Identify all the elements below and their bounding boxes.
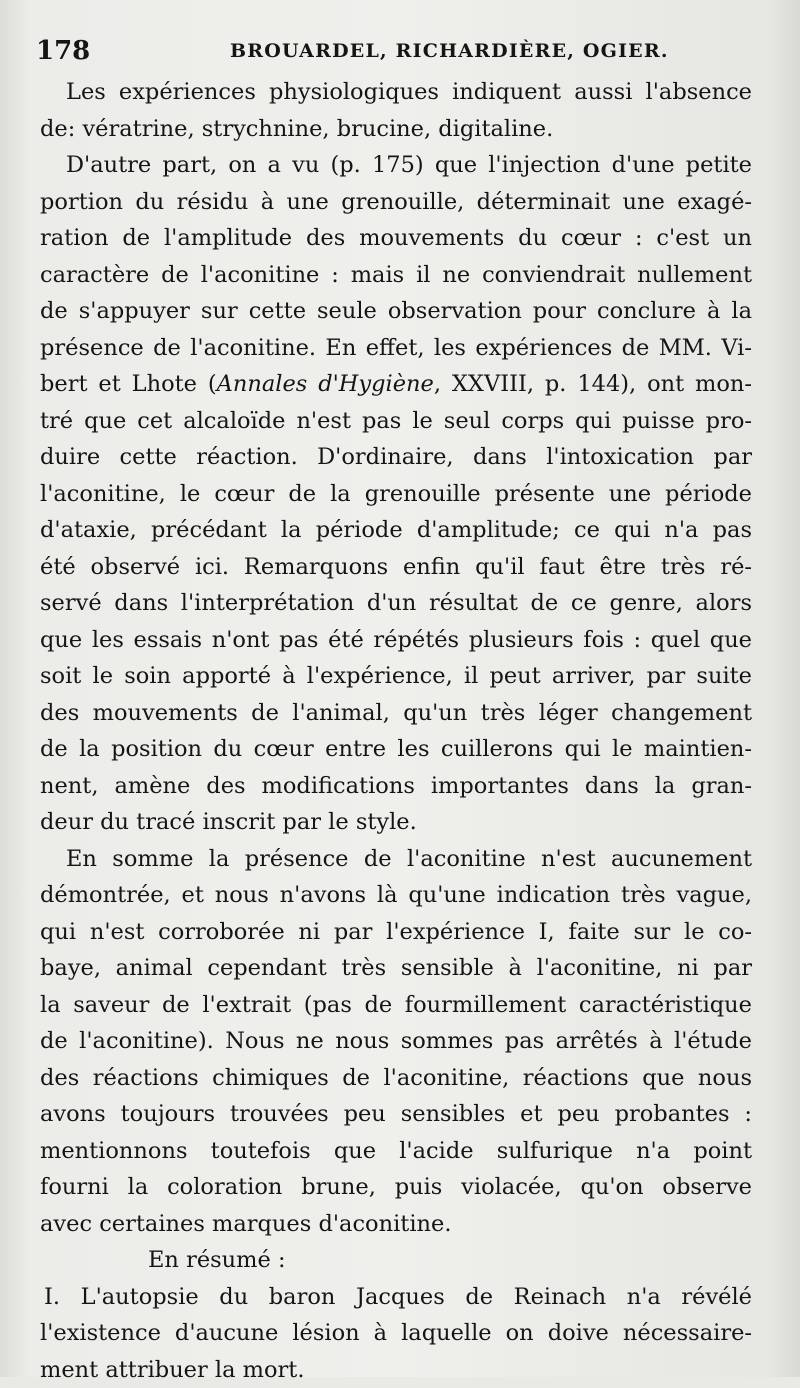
text-line: l'existence d'aucune lésion à laquelle on doive nécessaire- xyxy=(40,1315,752,1352)
text-line: ment attribuer la mort. xyxy=(40,1352,752,1388)
text-line: d'ataxie, précédant la période d'amplitude; ce qui n'a pas xyxy=(40,512,752,549)
text-line: mentionnons toutefois que l'acide sulfurique n'a point xyxy=(40,1133,752,1170)
summary-heading: En résumé : xyxy=(40,1242,752,1279)
text-line: soit le soin apporté à l'expérience, il peut arriver, par suite xyxy=(40,658,752,695)
text-line: de la position du cœur entre les cuillerons qui le maintien- xyxy=(40,731,752,768)
text-line: des mouvements de l'animal, qu'un très léger changement xyxy=(40,695,752,732)
running-head-title: BROUARDEL, RICHARDIÈRE, OGIER. xyxy=(230,40,669,62)
text-line: nent, amène des modifications importantes dans la gran- xyxy=(40,768,752,805)
text-line: été observé ici. Remarquons enfin qu'il faut être très ré- xyxy=(40,549,752,586)
text-line: I. L'autopsie du baron Jacques de Reinach n'a révélé xyxy=(40,1279,752,1316)
text-line: caractère de l'aconitine : mais il ne conviendrait nullement xyxy=(40,257,752,294)
text-line: fourni la coloration brune, puis violacée, qu'on observe xyxy=(40,1169,752,1206)
text-line: la saveur de l'extrait (pas de fourmillement caractéristique xyxy=(40,987,752,1024)
text-line: avons toujours trouvées peu sensibles et peu probantes : xyxy=(40,1096,752,1133)
body-text xyxy=(40,74,752,1388)
text-line: avec certaines marques d'aconitine. xyxy=(40,1206,752,1243)
text-line: Les expériences physiologiques indiquent aussi l'absence xyxy=(40,74,752,111)
text-line: de s'appuyer sur cette seule observation pour conclure à la xyxy=(40,293,752,330)
text-line-with-citation xyxy=(40,366,752,403)
text-line: tré que cet alcaloïde n'est pas le seul corps qui puisse pro- xyxy=(40,403,752,440)
text-line: En somme la présence de l'aconitine n'est aucunement xyxy=(40,841,752,878)
text-line: D'autre part, on a vu (p. 175) que l'injection d'une petite xyxy=(40,147,752,184)
text-line: présence de l'aconitine. En effet, les expériences de MM. Vi- xyxy=(40,330,752,367)
text-line: l'aconitine, le cœur de la grenouille présente une période xyxy=(40,476,752,513)
text-line: de: vératrine, strychnine, brucine, digitaline. xyxy=(40,111,752,148)
journal-title-italic: Annales d'Hygiène xyxy=(217,371,434,397)
text-line: des réactions chimiques de l'aconitine, réactions que nous xyxy=(40,1060,752,1097)
text-segment: , XXVIII, p. 144), ont mon- xyxy=(434,371,752,397)
text-line: deur du tracé inscrit par le style. xyxy=(40,804,752,841)
text-line: démontrée, et nous n'avons là qu'une indication très vague, xyxy=(40,877,752,914)
text-line: qui n'est corroborée ni par l'expérience I, faite sur le co- xyxy=(40,914,752,951)
text-line: ration de l'amplitude des mouvements du cœur : c'est un xyxy=(40,220,752,257)
text-line: de l'aconitine). Nous ne nous sommes pas arrêtés à l'étude xyxy=(40,1023,752,1060)
text-line: que les essais n'ont pas été répétés plusieurs fois : quel que xyxy=(40,622,752,659)
text-line: portion du résidu à une grenouille, déterminait une exagé- xyxy=(40,184,752,221)
page-number: 178 xyxy=(36,36,90,66)
text-segment: bert et Lhote ( xyxy=(40,371,217,397)
text-line: servé dans l'interprétation d'un résultat de ce genre, alors xyxy=(40,585,752,622)
text-line: duire cette réaction. D'ordinaire, dans l'intoxication par xyxy=(40,439,752,476)
running-head xyxy=(36,36,756,70)
text-line: baye, animal cependant très sensible à l'aconitine, ni par xyxy=(40,950,752,987)
